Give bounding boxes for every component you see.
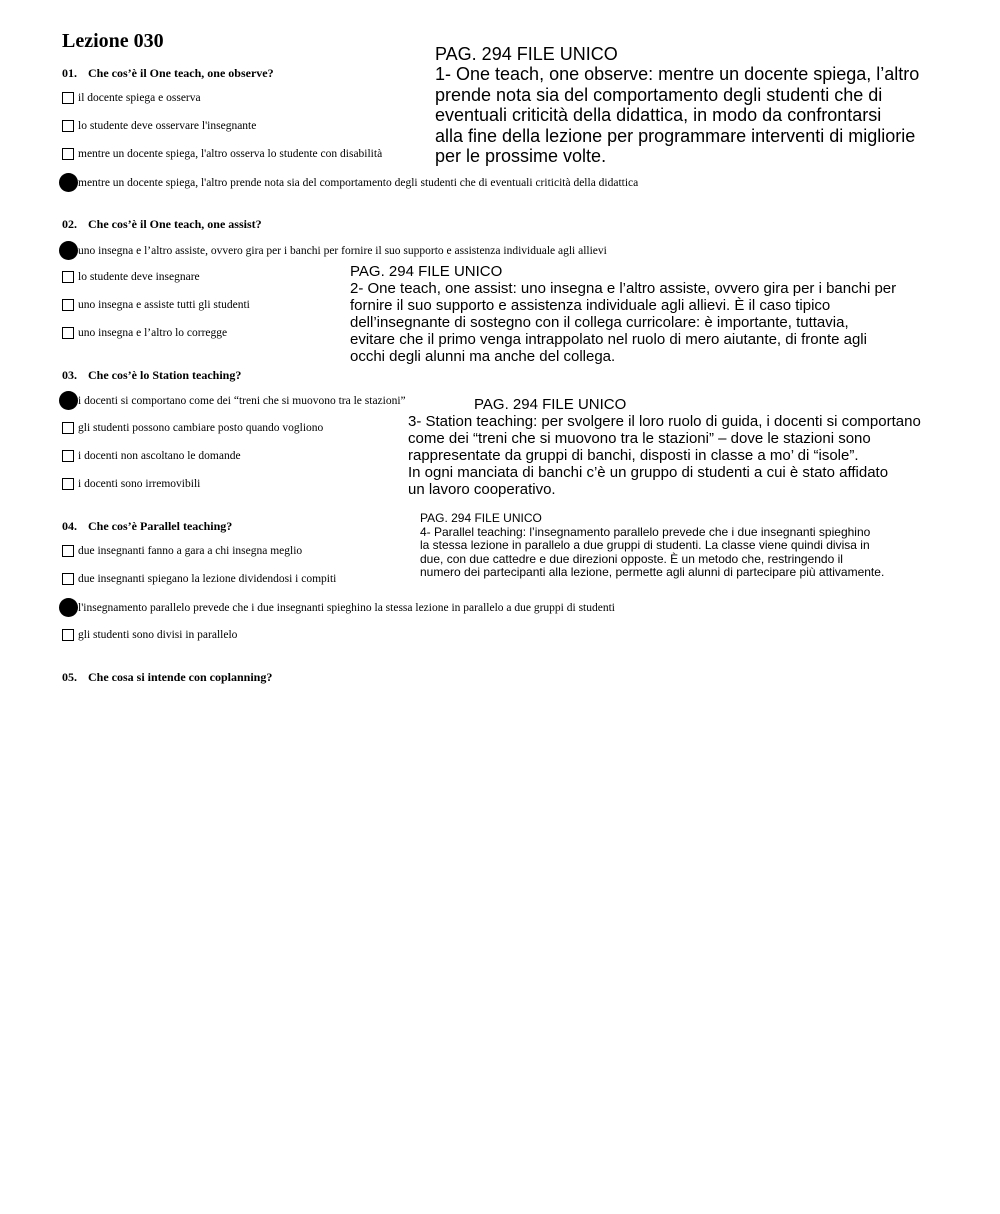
checkbox[interactable]: [62, 629, 74, 641]
question-text: Che cos’è il One teach, one assist?: [88, 217, 262, 231]
option-label: uno insegna e l’altro lo corregge: [78, 327, 228, 339]
note-line: come dei “treni che si muovono tra le stazioni” – dove le stazioni sono: [408, 430, 871, 447]
note-heading: PAG. 294 FILE UNICO: [435, 44, 618, 64]
answer-option[interactable]: [62, 629, 237, 641]
note-line: 4- Parallel teaching: l’insegnamento parallelo prevede che i due insegnanti spieghino: [420, 524, 871, 539]
question-3-heading: [62, 368, 241, 383]
answer-option-selected[interactable]: [62, 241, 607, 260]
page-title: Lezione 030: [62, 30, 164, 52]
note-line: alla fine della lezione per programmare interventi di migliorie: [435, 125, 916, 146]
answer-option[interactable]: [62, 120, 256, 132]
answer-option-selected[interactable]: [62, 173, 638, 192]
answer-option[interactable]: [62, 299, 250, 311]
answer-option-selected[interactable]: [62, 598, 615, 617]
note-line: numero dei partecipanti alla lezione, permette agli alunni di partecipare più attivamente.: [420, 565, 885, 579]
checkbox[interactable]: [62, 545, 74, 557]
checkbox[interactable]: [62, 450, 74, 462]
option-label: due insegnanti spiegano la lezione dividendosi i compiti: [78, 573, 337, 585]
option-label: uno insegna e assiste tutti gli studenti: [78, 299, 250, 311]
answer-option[interactable]: [62, 573, 336, 585]
checkbox[interactable]: [62, 271, 74, 283]
question-number: 05.: [62, 670, 77, 684]
option-label: uno insegna e l’altro assiste, ovvero gira per i banchi per fornire il suo supporto e assistenza individuale agli allievi: [78, 244, 607, 257]
note-heading: PAG. 294 FILE UNICO: [350, 263, 503, 280]
answer-option[interactable]: [62, 422, 323, 434]
question-2-heading: [62, 217, 262, 232]
option-label: mentre un docente spiega, l'altro prende nota sia del comportamento degli studenti che di eventuali criticità della didattica: [78, 176, 639, 189]
question-text: Che cos’è lo Station teaching?: [88, 368, 242, 382]
option-label: il docente spiega e osserva: [78, 92, 201, 104]
option-label: mentre un docente spiega, l'altro osserva lo studente con disabilità: [78, 148, 383, 160]
option-label: i docenti si comportano come dei “treni che si muovono tra le stazioni”: [78, 394, 406, 407]
note-heading: PAG. 294 FILE UNICO: [474, 396, 627, 413]
checkbox[interactable]: [62, 120, 74, 132]
note-line: fornire il suo supporto e assistenza individuale agli allievi. È il caso tipico: [350, 297, 831, 314]
question-text: Che cos’è Parallel teaching?: [88, 519, 233, 533]
question-text: Che cosa si intende con coplanning?: [88, 670, 273, 684]
option-label: i docenti sono irremovibili: [78, 478, 201, 490]
option-label: lo studente deve osservare l'insegnante: [78, 120, 257, 132]
answer-option[interactable]: [62, 450, 241, 462]
note-line: due, con due cattedre e due direzioni opposte. È un metodo che, restringendo il: [420, 551, 843, 566]
question-4-heading: [62, 519, 232, 534]
answer-option[interactable]: [62, 545, 302, 557]
checkbox[interactable]: [62, 148, 74, 160]
checkbox[interactable]: [62, 299, 74, 311]
selected-marker-icon[interactable]: [59, 598, 78, 617]
option-label: gli studenti sono divisi in parallelo: [78, 629, 238, 641]
note-line: la stessa lezione in parallelo a due gruppi di studenti. La classe viene quindi divisa in: [420, 538, 870, 552]
note-line: 1- One teach, one observe: mentre un docente spiega, l’altro: [435, 64, 920, 85]
note-line: 3- Station teaching: per svolgere il loro ruolo di guida, i docenti si comportano: [408, 413, 921, 430]
note-line: prende nota sia del comportamento degli studenti che di: [435, 84, 883, 105]
selected-marker-icon[interactable]: [59, 173, 78, 192]
note-line: 2- One teach, one assist: uno insegna e l’altro assiste, ovvero gira per i banchi per: [350, 280, 897, 297]
annotation-note-2: [350, 263, 896, 365]
question-number: 02.: [62, 217, 77, 231]
note-line: evitare che il primo venga intrappolato nel ruolo di mero aiutante, di fronte agli: [350, 331, 867, 348]
answer-option[interactable]: [62, 92, 201, 104]
note-line: In ogni manciata di banchi c’è un gruppo di studenti a cui è stato affidato: [408, 464, 889, 481]
annotation-note-1: [435, 44, 919, 166]
checkbox[interactable]: [62, 92, 74, 104]
option-label: gli studenti possono cambiare posto quando vogliono: [78, 422, 324, 434]
answer-option[interactable]: [62, 148, 382, 160]
question-number: 03.: [62, 368, 77, 382]
selected-marker-icon[interactable]: [59, 391, 78, 410]
note-line: un lavoro cooperativo.: [408, 481, 556, 498]
option-label: i docenti non ascoltano le domande: [78, 450, 241, 462]
answer-option[interactable]: [62, 478, 200, 490]
note-heading: PAG. 294 FILE UNICO: [420, 511, 542, 525]
note-line: occhi degli alunni ma anche del collega.: [350, 348, 616, 365]
answer-option-selected[interactable]: [62, 391, 406, 410]
annotation-note-3: [408, 396, 921, 498]
note-line: dell’insegnante di sostegno con il collega curricolare: è importante, tuttavia,: [350, 314, 849, 331]
question-1-heading: [62, 66, 274, 81]
option-label: due insegnanti fanno a gara a chi insegna meglio: [78, 545, 303, 557]
checkbox[interactable]: [62, 327, 74, 339]
answer-option[interactable]: [62, 271, 200, 283]
note-line: rappresentate da gruppi di banchi, disposti in classe a mo’ di “isole”.: [408, 447, 859, 464]
answer-option[interactable]: [62, 327, 227, 339]
checkbox[interactable]: [62, 478, 74, 490]
option-label: lo studente deve insegnare: [78, 271, 200, 283]
note-line: eventuali criticità della didattica, in modo da confrontarsi: [435, 105, 882, 126]
annotation-note-4: [420, 512, 884, 580]
option-label: l'insegnamento parallelo prevede che i due insegnanti spieghino la stessa lezione in parallelo a due gruppi di studenti: [78, 601, 615, 614]
question-5-heading: [62, 670, 272, 685]
note-line: per le prossime volte.: [435, 146, 607, 167]
question-number: 01.: [62, 66, 77, 80]
checkbox[interactable]: [62, 573, 74, 585]
checkbox[interactable]: [62, 422, 74, 434]
selected-marker-icon[interactable]: [59, 241, 78, 260]
question-text: Che cos’è il One teach, one observe?: [88, 66, 274, 80]
question-number: 04.: [62, 519, 77, 533]
